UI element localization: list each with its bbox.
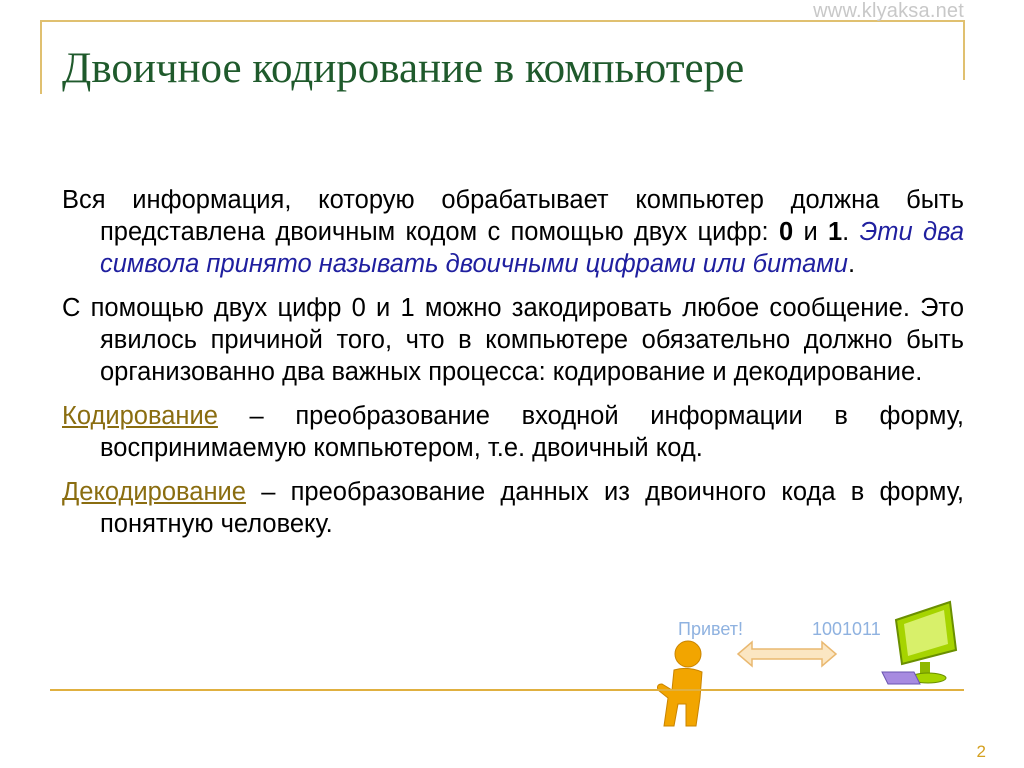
paragraph-decoding-definition <box>62 476 964 540</box>
paragraph-text: Вся информация, которую обрабатывает компьютер должна быть представлена двоичным кодом с помощью двух цифр: <box>62 186 964 246</box>
period-end: . <box>847 250 856 278</box>
digit-zero: 0 <box>778 218 794 246</box>
term-encoding: Кодирование <box>62 402 218 430</box>
paragraph-encoding-definition <box>62 400 964 464</box>
computer-icon <box>880 600 964 690</box>
definition-text: – преобразование данных из двоичного кода в форму, понятную человеку. <box>100 478 964 538</box>
bits-definition: Эти два символа принято называть двоичными цифрами или битами <box>100 218 965 278</box>
period: . <box>842 218 860 246</box>
definition-text: – преобразование входной информации в форму, воспринимаемую компьютером, т.е. двоичный код. <box>100 402 964 462</box>
person-icon <box>650 640 716 732</box>
bottom-rule <box>50 689 964 691</box>
label-binary: 1001011 <box>812 619 881 639</box>
double-arrow-icon <box>736 640 838 668</box>
page-number: 2 <box>976 742 986 761</box>
term-decoding: Декодирование <box>62 478 246 506</box>
watermark: www.klyaksa.net <box>813 0 964 22</box>
paragraph-text: С помощью двух цифр 0 и 1 можно закодировать любое сообщение. Это явилось причиной того, что в компьютере обязательно должно быть организованно два важных процесса: кодирование и декодирование. <box>62 294 964 386</box>
right-rule <box>963 20 965 80</box>
label-privet: Привет! <box>678 619 744 639</box>
paragraph-encoding-processes <box>62 292 964 388</box>
paragraph-binary-code <box>62 184 964 280</box>
page-title: Двоичное кодирование в компьютере <box>62 45 745 92</box>
content <box>62 184 964 552</box>
digit-one: 1 <box>827 218 843 246</box>
left-rule <box>40 20 42 94</box>
conjunction: и <box>793 218 828 246</box>
